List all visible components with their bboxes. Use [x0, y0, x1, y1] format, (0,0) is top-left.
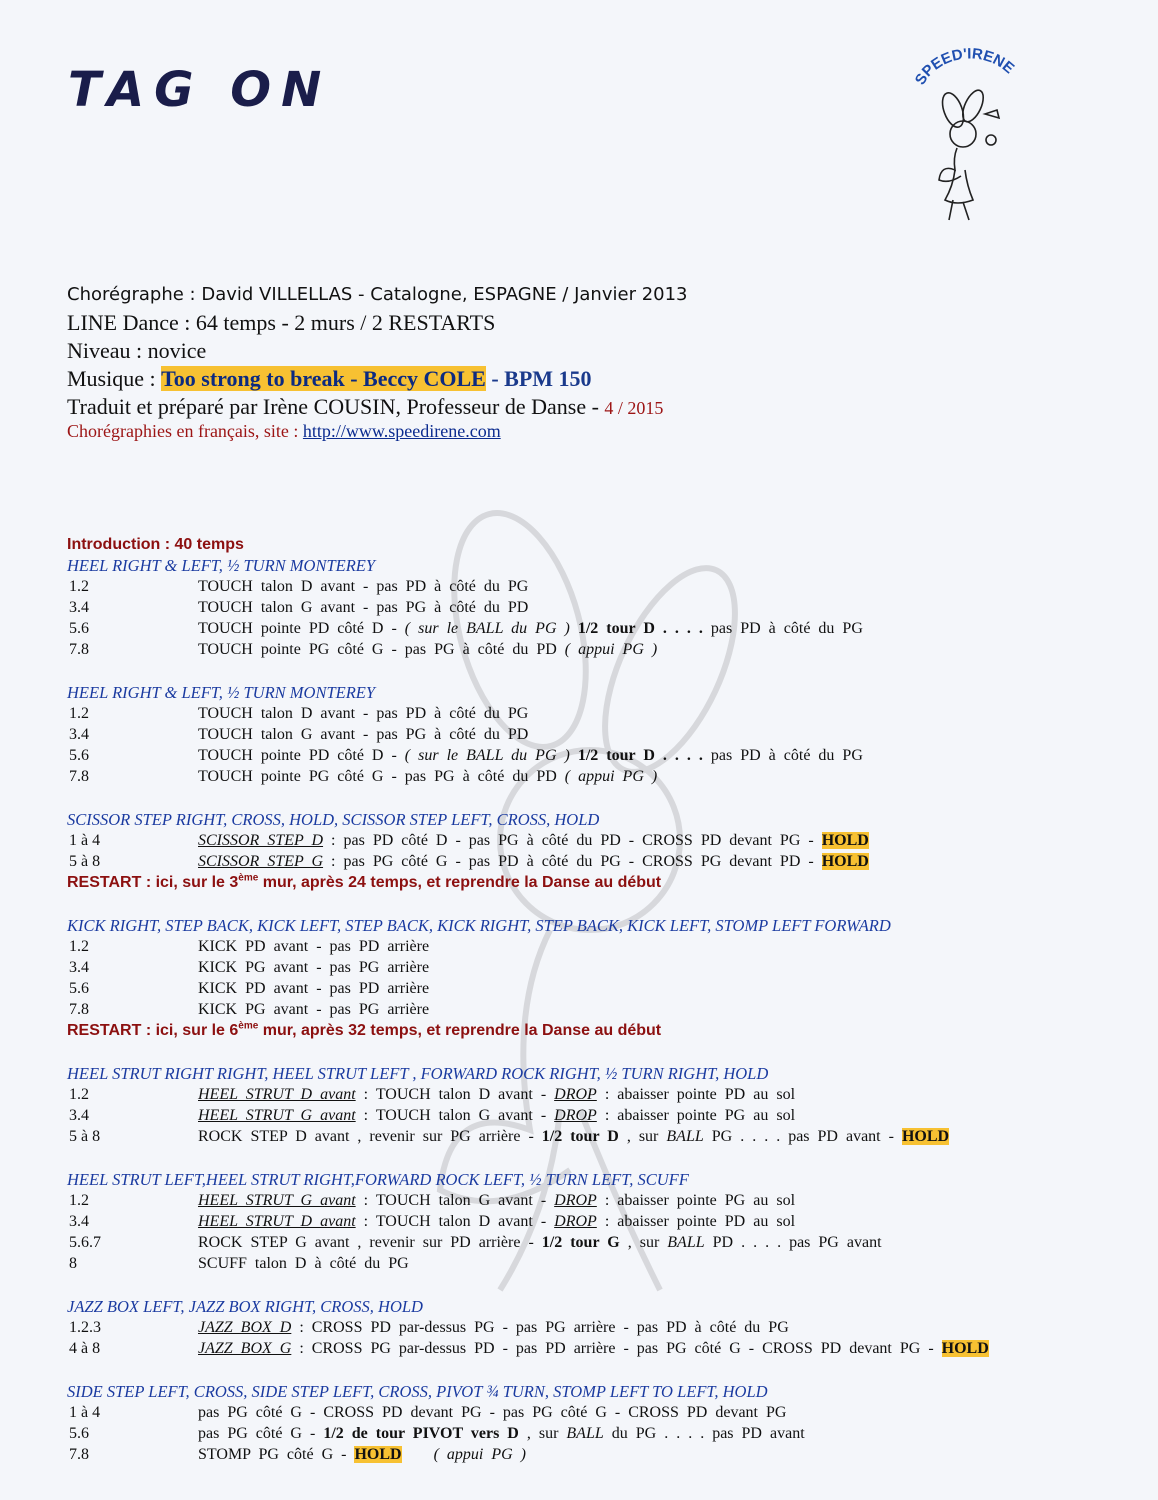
step-row: 7.8 KICK PG avant - pas PG arrière: [69, 1001, 430, 1018]
step-row: 1.2 HEEL STRUT G avant : TOUCH talon G avant - DROP : abaisser pointe PG au sol: [69, 1192, 796, 1209]
bpm: - BPM 150: [491, 366, 592, 391]
step-row: 4 à 8 JAZZ BOX G : CROSS PG par-dessus PD - pas PD arrière - pas PG côté G - CROSS PD devant PG - HOLD: [69, 1340, 989, 1357]
svg-text:SPEED'IRENE: [912, 48, 1018, 88]
hold-badge: HOLD: [901, 1128, 950, 1145]
site-line: Chorégraphies en français, site : http://www.speedirene.com: [67, 421, 501, 441]
step-row: 1.2 TOUCH talon D avant - pas PD à côté du PG: [69, 578, 529, 595]
hold-badge: HOLD: [821, 832, 869, 849]
music-title: Too strong to break - Beccy COLE: [161, 366, 486, 391]
step-row: 3.4 HEEL STRUT G avant : TOUCH talon G avant - DROP : abaisser pointe PG au sol: [69, 1107, 796, 1124]
step-row: 5 à 8 ROCK STEP D avant , revenir sur PG arrière - 1/2 tour D , sur BALL PG . . . . pas PD avant - HOLD: [69, 1128, 950, 1145]
step-row: 3.4 HEEL STRUT D avant : TOUCH talon D avant - DROP : abaisser pointe PD au sol: [69, 1213, 796, 1230]
step-row: 3.4 KICK PG avant - pas PG arrière: [69, 959, 430, 976]
hold-badge: HOLD: [941, 1340, 989, 1357]
section-title: HEEL RIGHT & LEFT, ½ TURN MONTEREY: [67, 556, 376, 575]
step-row: 3.4 TOUCH talon G avant - pas PG à côté du PD: [69, 726, 529, 743]
section-title: HEEL RIGHT & LEFT, ½ TURN MONTEREY: [67, 683, 376, 702]
step-row: 1.2 HEEL STRUT D avant : TOUCH talon D avant - DROP : abaisser pointe PD au sol: [69, 1086, 796, 1103]
logo-text: SPEED'IRENE: [911, 48, 1018, 89]
step-row: 5.6 pas PG côté G - 1/2 de tour PIVOT vers D , sur BALL du PG . . . . pas PD avant: [69, 1425, 805, 1442]
step-row: 1 à 4 pas PG côté G - CROSS PD devant PG - pas PG côté G - CROSS PD devant PG: [69, 1404, 787, 1421]
introduction: Introduction : 40 temps: [67, 536, 244, 553]
restart-note: RESTART : ici, sur le 3ème mur, après 24 temps, et reprendre la Danse au début: [67, 872, 662, 891]
step-row: 7.8 TOUCH pointe PG côté G - pas PG à côté du PD ( appui PG ): [69, 641, 658, 658]
page-title: TAG ON: [68, 62, 332, 118]
hold-badge: HOLD: [821, 853, 869, 870]
restart-note: RESTART : ici, sur le 6ème mur, après 32 temps, et reprendre la Danse au début: [67, 1020, 662, 1039]
step-sheet: [67, 534, 1147, 1465]
step-row: 5.6 TOUCH pointe PD côté D - ( sur le BALL du PG ) 1/2 tour D . . . . pas PD à côté du PG: [69, 620, 863, 637]
line-dance-line: LINE Dance : 64 temps - 2 murs / 2 RESTARTS: [67, 310, 496, 335]
section-title: HEEL STRUT LEFT,HEEL STRUT RIGHT,FORWARD ROCK LEFT, ½ TURN LEFT, SCUFF: [67, 1170, 689, 1189]
step-row: 3.4 TOUCH talon G avant - pas PG à côté du PD: [69, 599, 529, 616]
step-row: 5.6.7 ROCK STEP G avant , revenir sur PD arrière - 1/2 tour G , sur BALL PD . . . . pas PG avant: [69, 1234, 882, 1251]
section-title: KICK RIGHT, STEP BACK, KICK LEFT, STEP BACK, KICK RIGHT, STEP BACK, KICK LEFT, STOMP LEFT FORWARD: [67, 916, 891, 935]
choreographer-line: Chorégraphe : David VILLELLAS - Catalogne, ESPAGNE / Janvier 2013: [67, 284, 688, 305]
music-line: Musique : Too strong to break - Beccy COLE - BPM 150: [67, 366, 592, 391]
section-title: SCISSOR STEP RIGHT, CROSS, HOLD, SCISSOR STEP LEFT, CROSS, HOLD: [67, 810, 600, 829]
translated-line: Traduit et préparé par Irène COUSIN, Professeur de Danse - 4 / 2015: [67, 394, 664, 419]
step-row: 1.2.3 JAZZ BOX D : CROSS PD par-dessus PG - pas PG arrière - pas PD à côté du PG: [69, 1319, 789, 1336]
section-title: JAZZ BOX LEFT, JAZZ BOX RIGHT, CROSS, HOLD: [67, 1297, 423, 1316]
section-title: HEEL STRUT RIGHT RIGHT, HEEL STRUT LEFT , FORWARD ROCK RIGHT, ½ TURN RIGHT, HOLD: [67, 1064, 769, 1083]
step-row: 7.8 STOMP PG côté G - HOLD ( appui PG ): [69, 1446, 527, 1463]
dancing-rabbit-icon: [905, 48, 1030, 228]
step-row: 1 à 4 SCISSOR STEP D : pas PD côté D - pas PG à côté du PD - CROSS PD devant PG - HOLD: [69, 832, 869, 849]
step-row: 7.8 TOUCH pointe PG côté G - pas PG à côté du PD ( appui PG ): [69, 768, 658, 785]
step-row: 5.6 TOUCH pointe PD côté D - ( sur le BALL du PG ) 1/2 tour D . . . . pas PD à côté du PG: [69, 747, 863, 764]
step-row: 8 SCUFF talon D à côté du PG: [69, 1255, 409, 1272]
step-row: 1.2 KICK PD avant - pas PD arrière: [69, 938, 430, 955]
step-row: 1.2 TOUCH talon D avant - pas PD à côté du PG: [69, 705, 529, 722]
hold-badge: HOLD: [354, 1446, 402, 1463]
step-row: 5 à 8 SCISSOR STEP G : pas PG côté G - pas PD à côté du PG - CROSS PG devant PD - HOLD: [69, 853, 869, 870]
step-row: 5.6 KICK PD avant - pas PD arrière: [69, 980, 430, 997]
section-title: SIDE STEP LEFT, CROSS, SIDE STEP LEFT, CROSS, PIVOT ¾ TURN, STOMP LEFT TO LEFT, HOLD: [67, 1382, 768, 1401]
level-line: Niveau : novice: [67, 338, 207, 363]
site-link[interactable]: http://www.speedirene.com: [302, 421, 501, 441]
